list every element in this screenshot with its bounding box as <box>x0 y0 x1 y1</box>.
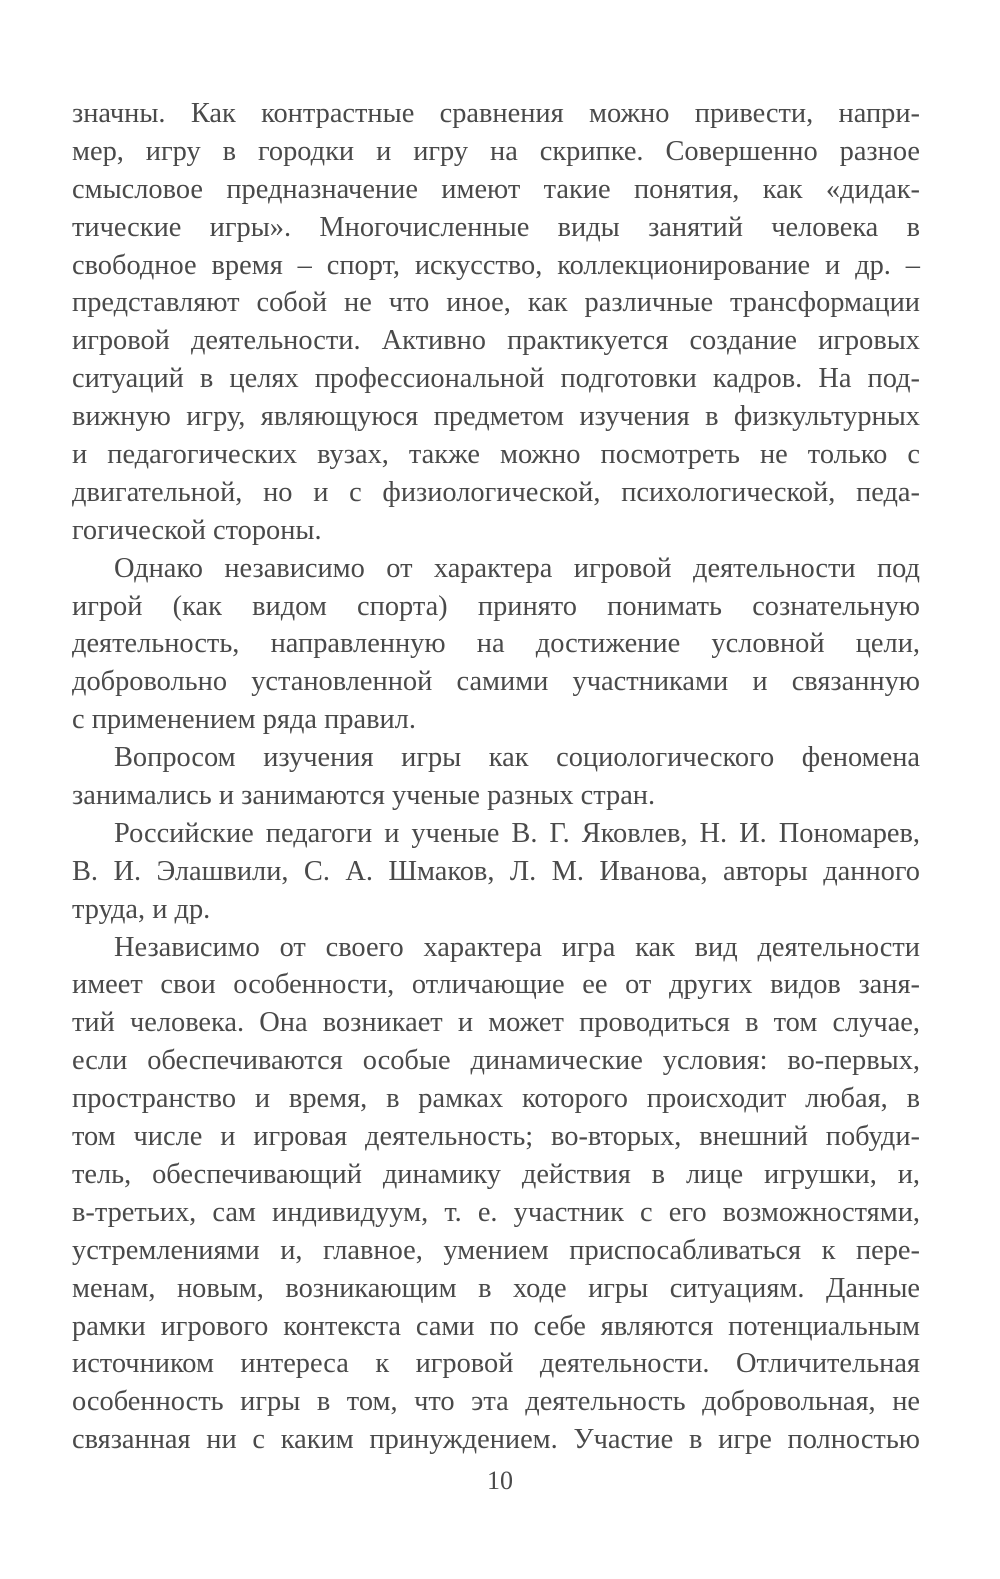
paragraph <box>72 815 920 929</box>
text-line: В. И. Элашвили, С. А. Шмаков, Л. М. Иванова, авторы данного <box>72 855 920 887</box>
text-line: Однако независимо от характера игровой деятельности под <box>114 552 920 584</box>
text-line: тические игры». Многочисленные виды занятий человека в <box>72 211 920 243</box>
text-line: занимались и занимаются ученые разных стран. <box>72 780 656 812</box>
page-number: 10 <box>487 1466 513 1495</box>
text-line: Вопросом изучения игры как социологического феномена <box>114 742 920 774</box>
text-line: труда, и др. <box>72 893 211 925</box>
text-line: ситуаций в целях профессиональной подготовки кадров. На под- <box>72 363 920 395</box>
text-line: смысловое предназначение имеют такие понятия, как «дидак- <box>72 173 920 205</box>
text-line: представляют собой не что иное, как различные трансформации <box>72 287 920 319</box>
paragraph <box>72 929 920 1459</box>
text-line: двигательной, но и с физиологической, психологической, педа- <box>72 476 920 508</box>
text-line: если обеспечиваются особые динамические условия: во-первых, <box>72 1045 920 1077</box>
text-line: значны. Как контрастные сравнения можно привести, напри- <box>72 98 920 129</box>
text-line: тий человека. Она возникает и может проводиться в том случае, <box>72 1007 920 1039</box>
text-line: тель, обеспечивающий динамику действия в лице игрушки, и, <box>72 1158 920 1190</box>
text-line: Независимо от своего характера игра как вид деятельности <box>114 931 920 963</box>
text-line: особенность игры в том, что эта деятельность добровольная, не <box>72 1386 920 1418</box>
text-line: имеет свои особенности, отличающие ее от других видов заня- <box>72 969 920 1001</box>
text-line: игровой деятельности. Активно практикуется создание игровых <box>72 325 920 357</box>
text-line: добровольно установленной самими участниками и связанную <box>72 666 920 698</box>
text-line: устремлениями и, главное, умением приспосабливаться к пере- <box>72 1234 920 1266</box>
text-line: Российские педагоги и ученые В. Г. Яковлев, Н. И. Пономарев, <box>114 817 920 849</box>
paragraph <box>72 95 920 550</box>
paragraph <box>72 739 920 815</box>
text-line: гогической стороны. <box>72 514 322 546</box>
text-line: вижную игру, являющуюся предметом изучения в физкультурных <box>72 401 920 433</box>
text-line: источником интереса к игровой деятельности. Отличительная <box>72 1348 920 1380</box>
text-line: мер, игру в городки и игру на скрипке. Совершенно разное <box>72 135 920 167</box>
text-line: игрой (как видом спорта) принято понимать сознательную <box>72 590 920 622</box>
text-line: связанная ни с каким принуждением. Участие в игре полностью <box>72 1424 920 1456</box>
paragraph <box>72 550 920 739</box>
text-line: деятельность, направленную на достижение условной цели, <box>72 628 920 660</box>
text-line: рамки игрового контекста сами по себе являются потенциальным <box>72 1310 920 1342</box>
page-body <box>72 95 920 1459</box>
text-line: свободное время – спорт, искусство, коллекционирование и др. – <box>72 249 920 281</box>
text-line: том числе и игровая деятельность; во-вторых, внешний побуди- <box>72 1121 920 1153</box>
text-line: и педагогических вузах, также можно посмотреть не только с <box>72 439 920 471</box>
text-line: менам, новым, возникающим в ходе игры ситуациям. Данные <box>72 1272 920 1304</box>
text-line: с применением ряда правил. <box>72 704 416 736</box>
text-line: пространство и время, в рамках которого происходит любая, в <box>72 1083 920 1115</box>
text-line: в-третьих, сам индивидуум, т. е. участник с его возможностями, <box>72 1196 920 1228</box>
